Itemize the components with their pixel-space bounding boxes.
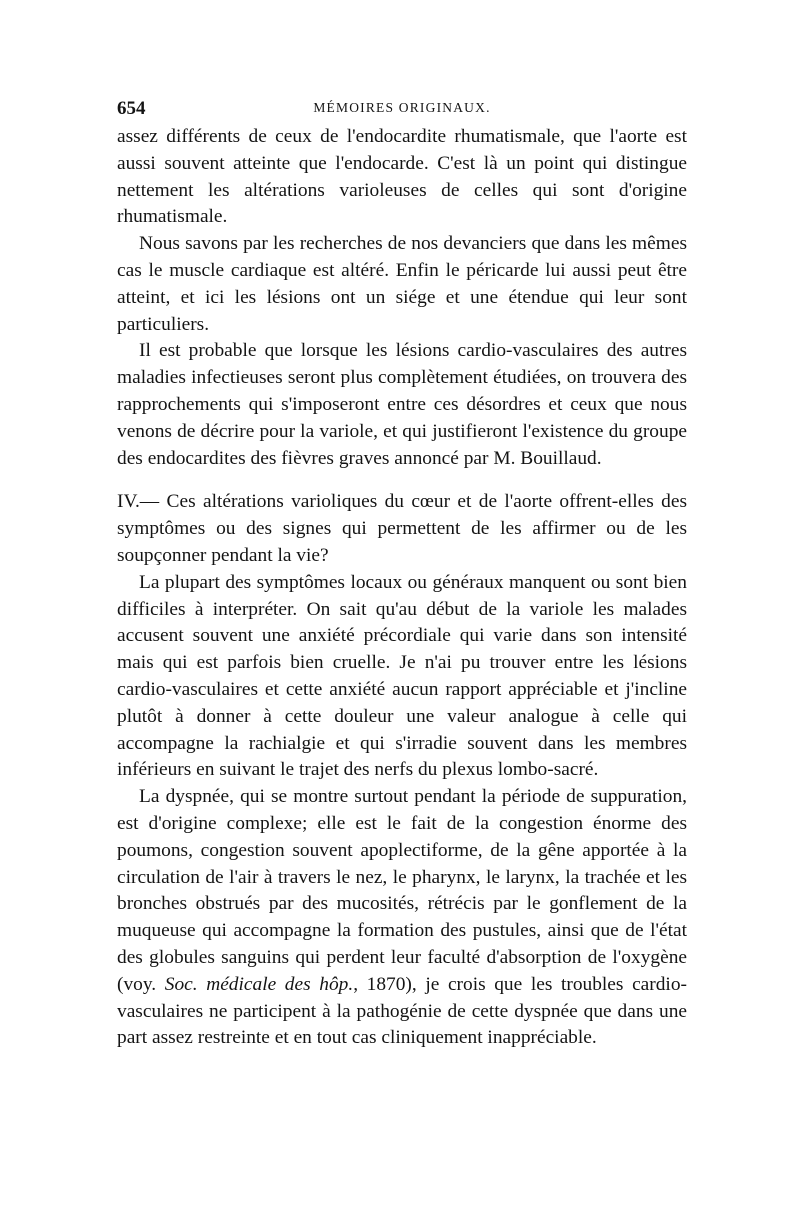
paragraph-infectious-diseases: Il est probable que lorsque les lésions cardio-vasculaires des autres maladies infectieuses seront plus complètement étudiées, on trouvera des rapprochements qui s'imposeront entre ces désordres et ceux que nous venons de décrire pour la variole, et qui justifieront l'existence du groupe des endocardites des fièvres graves annoncé par M. Bouillaud. <box>117 340 687 469</box>
book-page <box>117 92 687 1052</box>
body-text <box>117 124 687 1052</box>
dyspnea-text-end: , 1870), je crois que les troubles cardio-vasculaires ne participent à la pathogénie de cette dyspnée que dans une part assez restreinte et en tout cas cliniquement inappréciable. <box>117 973 687 1049</box>
paragraph-myocardium: Nous savons par les recherches de nos devanciers que dans les mêmes cas le muscle cardiaque est altéré. Enfin le péricarde lui aussi peut être atteint, et ici les lésions ont un siége et une étendue qui leur sont particuliers. <box>117 233 687 335</box>
page-number: 654 <box>117 98 146 119</box>
dyspnea-text-start: La dyspnée, qui se montre surtout pendant la période de suppuration, est d'origine complexe; elle est le fait de la congestion énorme des poumons, congestion souvent apoplectiforme, de la gêne apportée à la circulation de l'air à travers le nez, le pharynx, le larynx, la trachée et les bronches obstrués par des mucosités, rétrécis par le gonflement de la muqueuse qui accompagne la formation des pustules, ainsi que de l'état des globules sanguins qui perdent leur faculté d'absorption de l'oxygène (voy. <box>117 786 687 995</box>
paragraph-dyspnea <box>117 784 687 1052</box>
running-header <box>117 92 687 118</box>
journal-citation: Soc. médicale des hôp. <box>164 973 354 995</box>
paragraph-symptoms: La plupart des symptômes locaux ou généraux manquent ou sont bien difficiles à interpréter. On sait qu'au début de la variole les malades accusent souvent une anxiété précordiale qui varie dans son intensité mais qui est parfois bien cruelle. Je n'ai pu trouver entre les lésions cardio-vasculaires et cette anxiété aucun rapport appréciable et j'incline plutôt à donner à cette douleur une valeur analogue à celle qui accompagne la rachialgie et qui s'irradie souvent dans les membres inférieurs en suivant le trajet des nerfs du plexus lombo-sacré. <box>117 571 687 781</box>
paragraph-continued: assez différents de ceux de l'endocardite rhumatismale, que l'aorte est aussi souvent atteinte que l'endocarde. C'est là un point qui distingue nettement les altérations varioleuses de celles qui sont d'origine rhumatismale. <box>117 126 687 228</box>
section-iv-question: IV.— Ces altérations varioliques du cœur et de l'aorte offrent-elles des symptômes ou des signes qui permettent de les affirmer ou de les soupçonner pendant la vie? <box>117 491 687 566</box>
running-title: MÉMOIRES ORIGINAUX. <box>313 100 491 115</box>
